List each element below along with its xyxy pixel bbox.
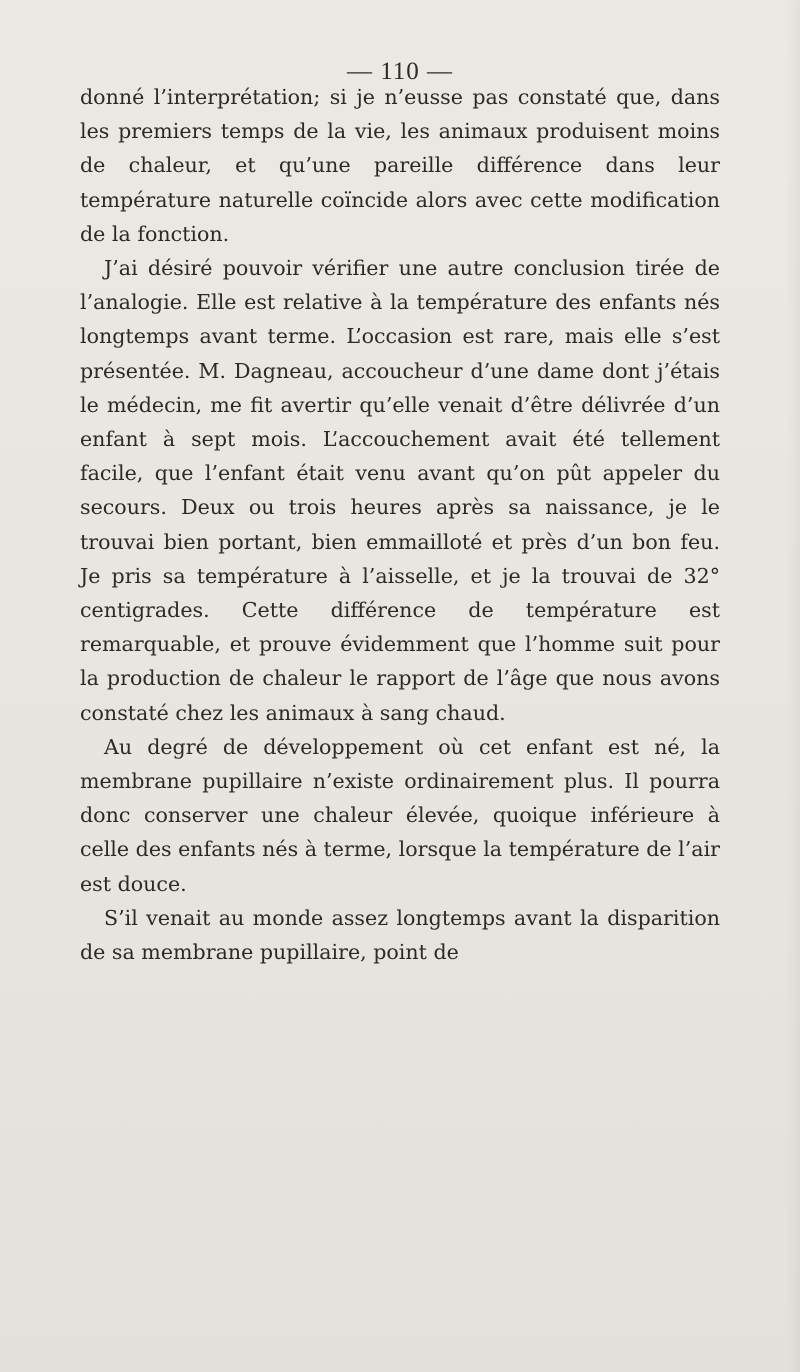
page-number: — 110 — <box>346 58 454 85</box>
paragraph-4: S’il venait au monde assez longtemps avant la disparition de sa membrane pupillaire, point de <box>80 905 720 965</box>
page-edge-shadow <box>786 0 800 1372</box>
paragraph-2: J’ai désiré pouvoir vérifier une autre conclusion tirée de l’analogie. Elle est relative à la température des enfants nés longtemps avant terme. L’occasion est rare, mais elle s’est présentée. M. Dagneau, accoucheur d’une dame dont j’étais le médecin, me fit avertir qu’elle venait d’être délivrée d’un enfant à sept mois. L’accouchement avait été tellement facile, que l’enfant était venu avant qu’on pût appeler du secours. Deux ou trois heures après sa naissance, je le trouvai bien portant, bien emmailloté et près d’un bon feu. Je pris sa température à l’aisselle, et je la trouvai de 32° centigrades. Cette différence de température est remarquable, et prouve évidemment que l’homme suit pour la production de chaleur le rapport de l’âge que nous avons constaté chez les animaux à sang chaud. <box>80 256 720 725</box>
body-text <box>80 80 720 969</box>
paragraph-3: Au degré de développement où cet enfant est né, la membrane pupillaire n’existe ordinairement plus. Il pourra donc conserver une chaleur élevée, quoique inférieure à celle des enfants nés à terme, lorsque la température de l’air est douce. <box>80 734 720 896</box>
paragraph-1: donné l’interprétation; si je n’eusse pas constaté que, dans les premiers temps de la vie, les animaux produisent moins de chaleur, et qu’une pareille différence dans leur température naturelle coïncide alors avec cette modification de la fonction. <box>80 85 720 246</box>
